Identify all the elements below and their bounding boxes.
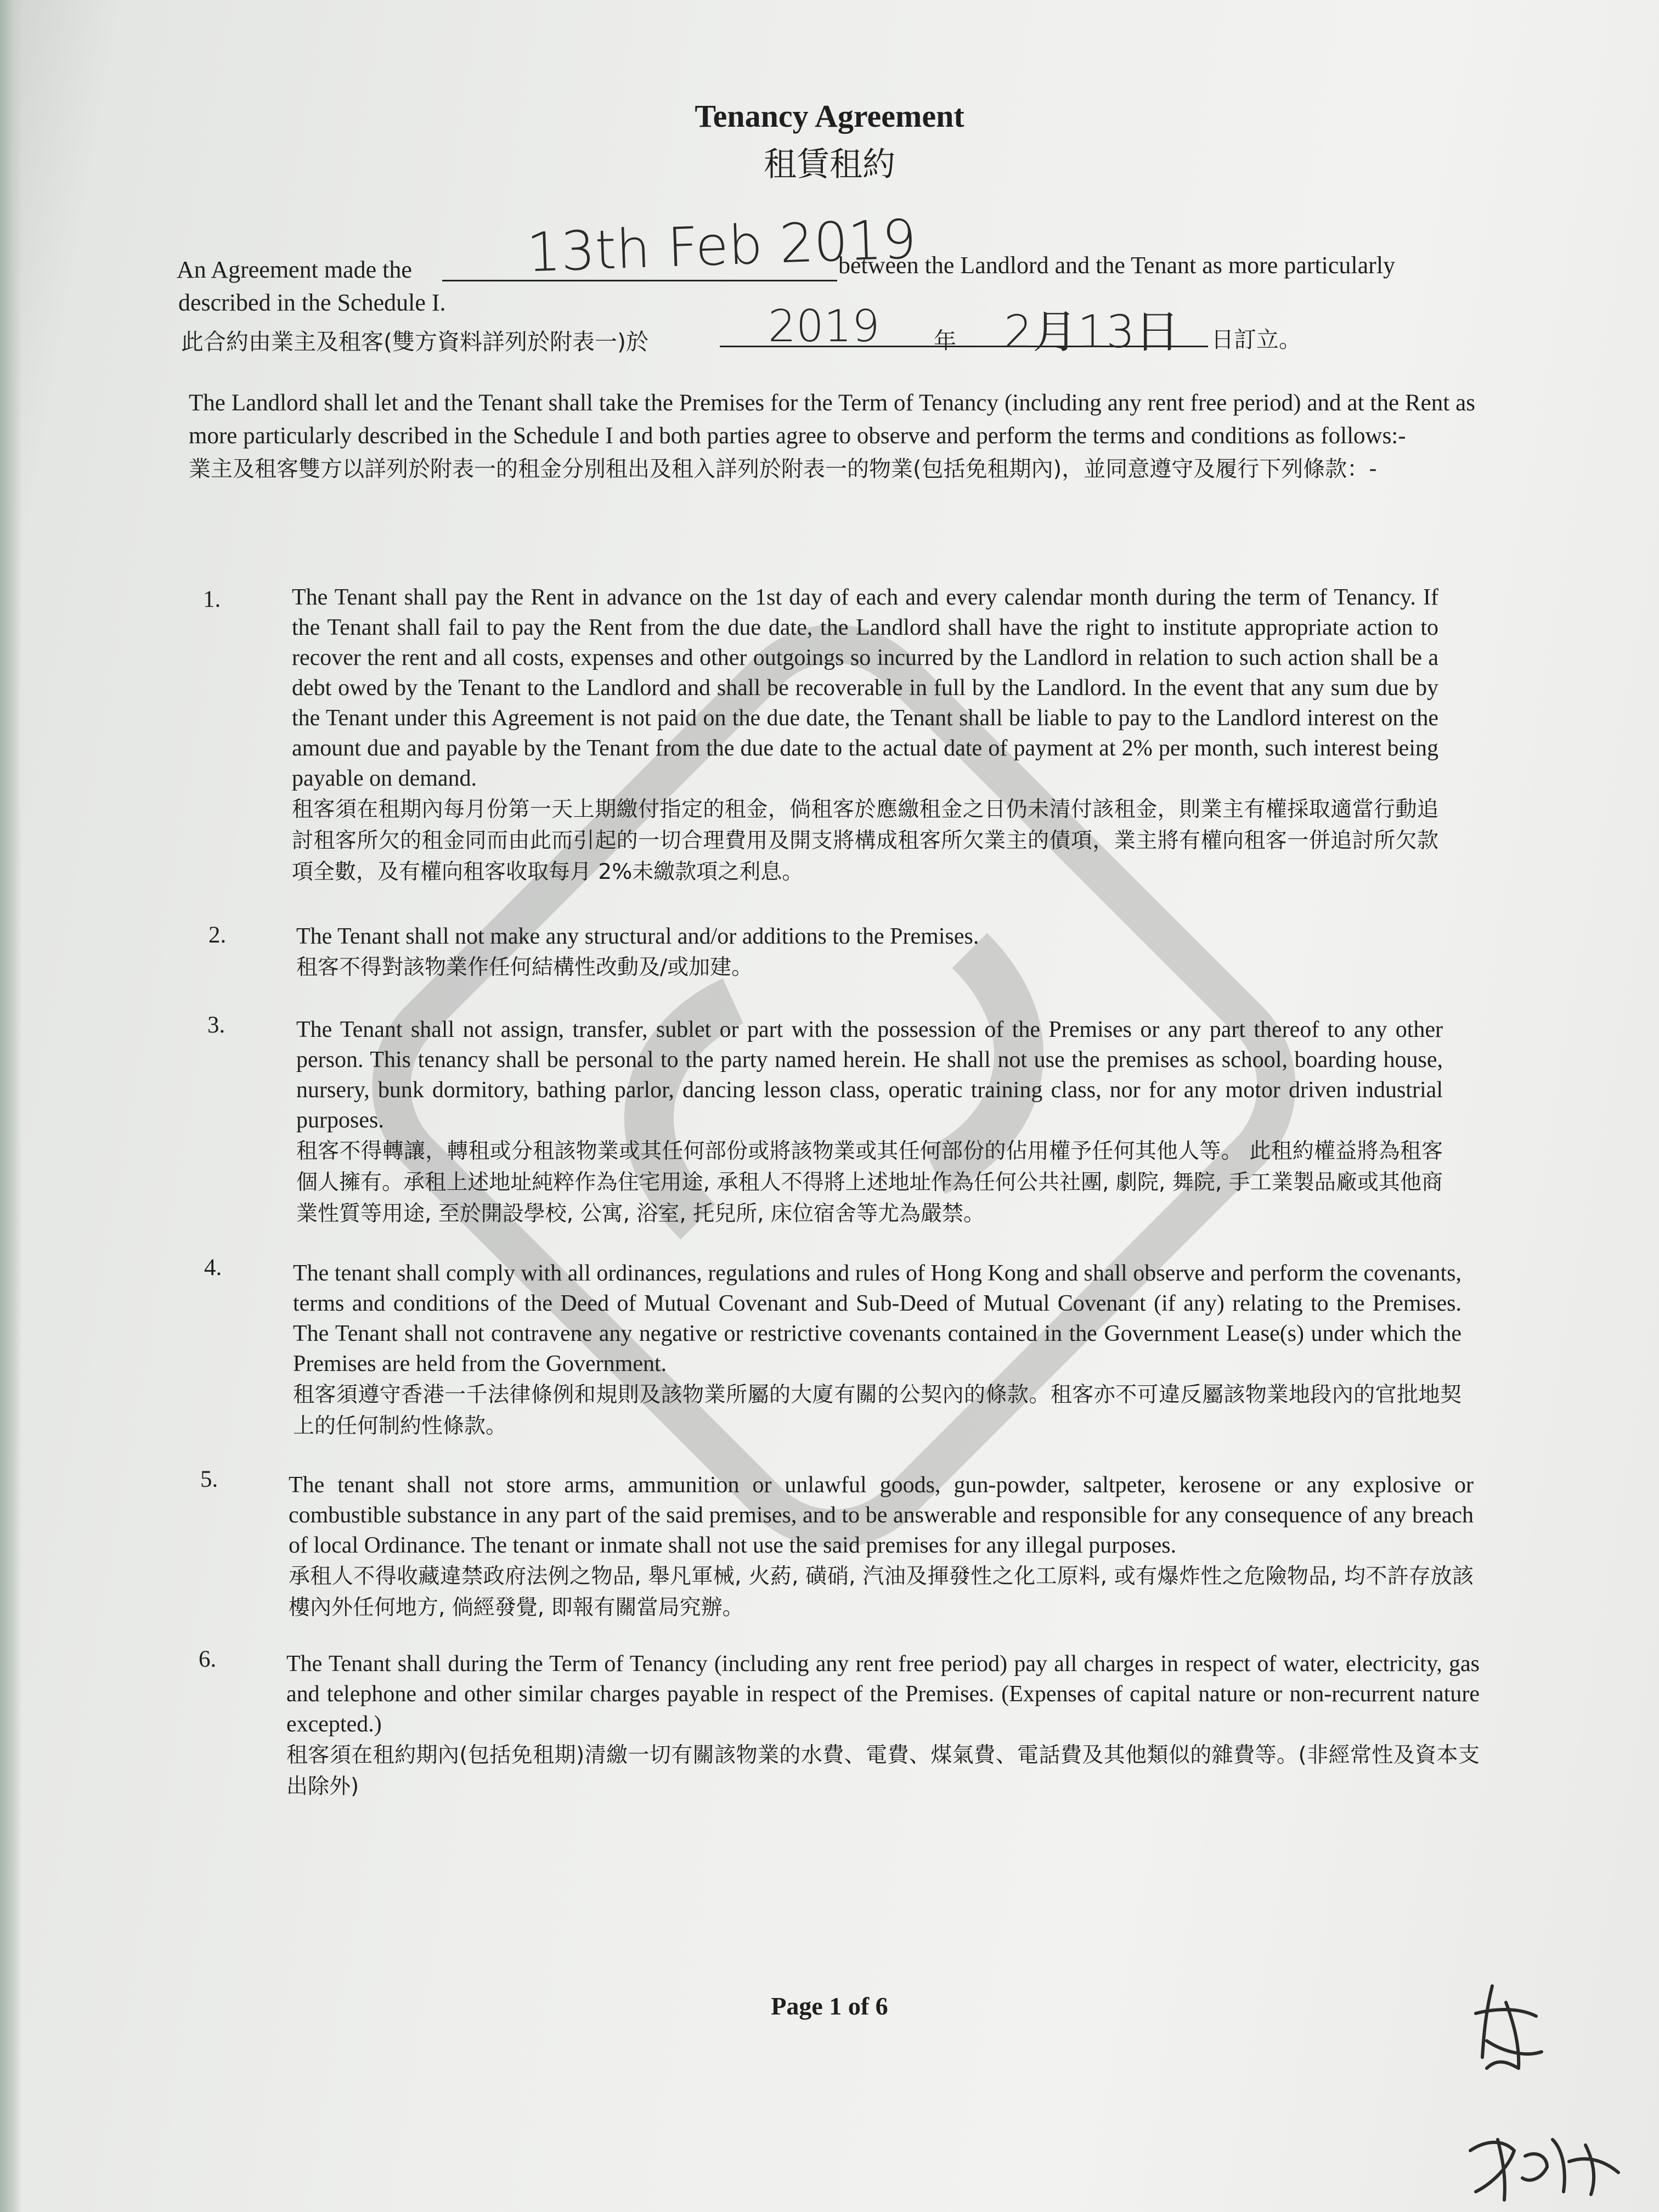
intro-en-prefix: An Agreement made the [177,256,412,283]
clause-1-en: The Tenant shall pay the Rent in advance on the 1st day of each and every calendar month during the term of Tenancy. If the Tenant shall fail to pay the Rent from the due date, the Landlord shall have the right to institute appropriate action to recover the rent and all costs, expenses and other outgoings so incurred by the Landlord in relation to such action shall be a debt owed by the Tenant to the Landlord and shall be recoverable in full by the Landlord. In the event that any sum due by the Tenant under this Agreement is not paid on the due date, the Tenant shall be liable to pay to the Landlord interest on the amount due and payable by the Tenant from the due date to the actual date of payment at 2% per month, such interest being payable on demand. [292,585,1438,791]
clause-2 [296,922,1443,983]
preamble [189,387,1475,486]
intro-zh-prefix: 此合約由業主及租客(雙方資料詳列於附表一)於 [181,329,648,355]
clause-5-number: 5. [200,1466,218,1492]
clause-1 [292,583,1438,888]
page-number-footer [0,1991,1659,2021]
clause-4-number: 4. [204,1255,222,1280]
preamble-en: The Landlord shall let and the Tenant shall take the Premises for the Term of Tenancy (including any rent free period) and at the Rent as more particularly described in the Schedule I and both parties agree to observe and perform the terms and conditions as follows:- [189,390,1475,449]
handwritten-date: 13th Feb 2019 [526,208,918,285]
clause-4 [293,1259,1462,1442]
clause-5-zh: 承租人不得收藏違禁政府法例之物品, 舉凡軍械, 火葯, 磺硝, 汽油及揮發性之化工原料, 或有爆炸性之危險物品, 均不許存放該樓內外任何地方, 倘經發覺, 即報有關當局究辦。 [289,1564,1474,1620]
footer-page-label: Page [771,1992,823,2020]
clause-5-en: The tenant shall not store arms, ammunition or unlawful goods, gun-powder, saltpeter, kerosene or any explosive or combustible substance in any part of the said premises, and to be answerable and responsible for any consequence of any breach of local Ordinance. The tenant or inmate shall not use the said premises for any illegal purposes. [289,1472,1474,1558]
footer-page-total: 6 [875,1992,888,2020]
intro-en-suffix: between the Landlord and the Tenant as more particularly [838,252,1396,279]
clause-2-number: 2. [208,922,227,948]
preamble-zh: 業主及租客雙方以詳列於附表一的租金分別租出及租入詳列於附表一的物業(包括免租期內)，並同意遵守及履行下列條款：- [189,456,1377,482]
handwritten-month-day: 2月13日 [1004,306,1180,358]
footer-page-current: 1 [829,1992,842,2020]
clause-6 [286,1649,1480,1802]
clause-1-zh: 租客須在租期內每月份第一天上期繳付指定的租金，倘租客於應繳租金之日仍未清付該租金，則業主有權採取適當行動追討租客所欠的租金同而由此而引起的一切合理費用及開支將構成租客所欠業主的債項，業主將有權向租客一併追討所欠款項全數，及有權向租客收取每月 2%未繳款項之利息。 [292,797,1438,884]
intro-zh-suffix: 日訂立。 [1211,326,1301,353]
clause-3-zh: 租客不得轉讓，轉租或分租該物業或其任何部份或將該物業或其任何部份的佔用權予任何其他人等。 此租約權益將為租客個人擁有。承租上述地址純粹作為住宅用途, 承租人不得將上述地址作為任何公共社團, 劇院, 舞院, 手工業製品廠或其他商業性質等用途, 至於開設學校, 公寓, 浴室, 托兒所, 床位宿舍等尤為嚴禁。 [296,1139,1443,1226]
handwritten-year: 2019 [768,301,880,352]
handwritten-signature-graphic [1454,1975,1635,2205]
footer-of-label: of [848,1992,870,2020]
clause-5 [289,1470,1474,1623]
clause-6-en: The Tenant shall during the Term of Tenancy (including any rent free period) pay all charges in respect of water, electricity, gas and telephone and other similar charges payable in respect of the Premises. (Expenses of capital nature or non-recurrent nature excepted.) [286,1651,1480,1737]
clause-3-en: The Tenant shall not assign, transfer, sublet or part with the possession of the Premises or any part thereof to any other person. This tenancy shall be personal to the party named herein. He shall not use the premises as school, boarding house, nursery, bunk dormitory, bathing parlor, dancing lesson class, operatic training class, nor for any motor driven industrial purposes. [296,1017,1443,1133]
clause-1-number: 1. [203,586,221,612]
clause-2-en: The Tenant shall not make any structural and/or additions to the Premises. [296,924,979,949]
clause-6-number: 6. [199,1646,217,1672]
clause-6-zh: 租客須在租約期內(包括免租期)清繳一切有關該物業的水費、電費、煤氣費、電話費及其他類似的雜費等。(非經常性及資本支出除外) [286,1743,1480,1799]
clause-3-number: 3. [207,1012,225,1038]
intro-zh-year-char: 年 [934,328,956,354]
clause-4-en: The tenant shall comply with all ordinances, regulations and rules of Hong Kong and shall observe and perform the covenants, terms and conditions of the Deed of Mutual Covenant and Sub-Deed of Mutual Covenant (if any) relating to the Premises. The Tenant shall not contravene any negative or restrictive covenants contained in the Government Lease(s) under which the Premises are held from the Government. [293,1261,1462,1376]
clause-4-zh: 租客須遵守香港一千法律條例和規則及該物業所屬的大廈有關的公契內的條款。租客亦不可違反屬該物業地段內的官批地契上的任何制約性條款。 [293,1383,1462,1438]
document-title-en: Tenancy Agreement [695,98,964,134]
clause-3 [296,1015,1443,1229]
clause-2-zh: 租客不得對該物業作任何結構性改動及/或加建。 [296,955,753,980]
document-title-zh: 租賃租約 [764,145,895,184]
intro-en-line2: described in the Schedule I. [178,289,446,316]
